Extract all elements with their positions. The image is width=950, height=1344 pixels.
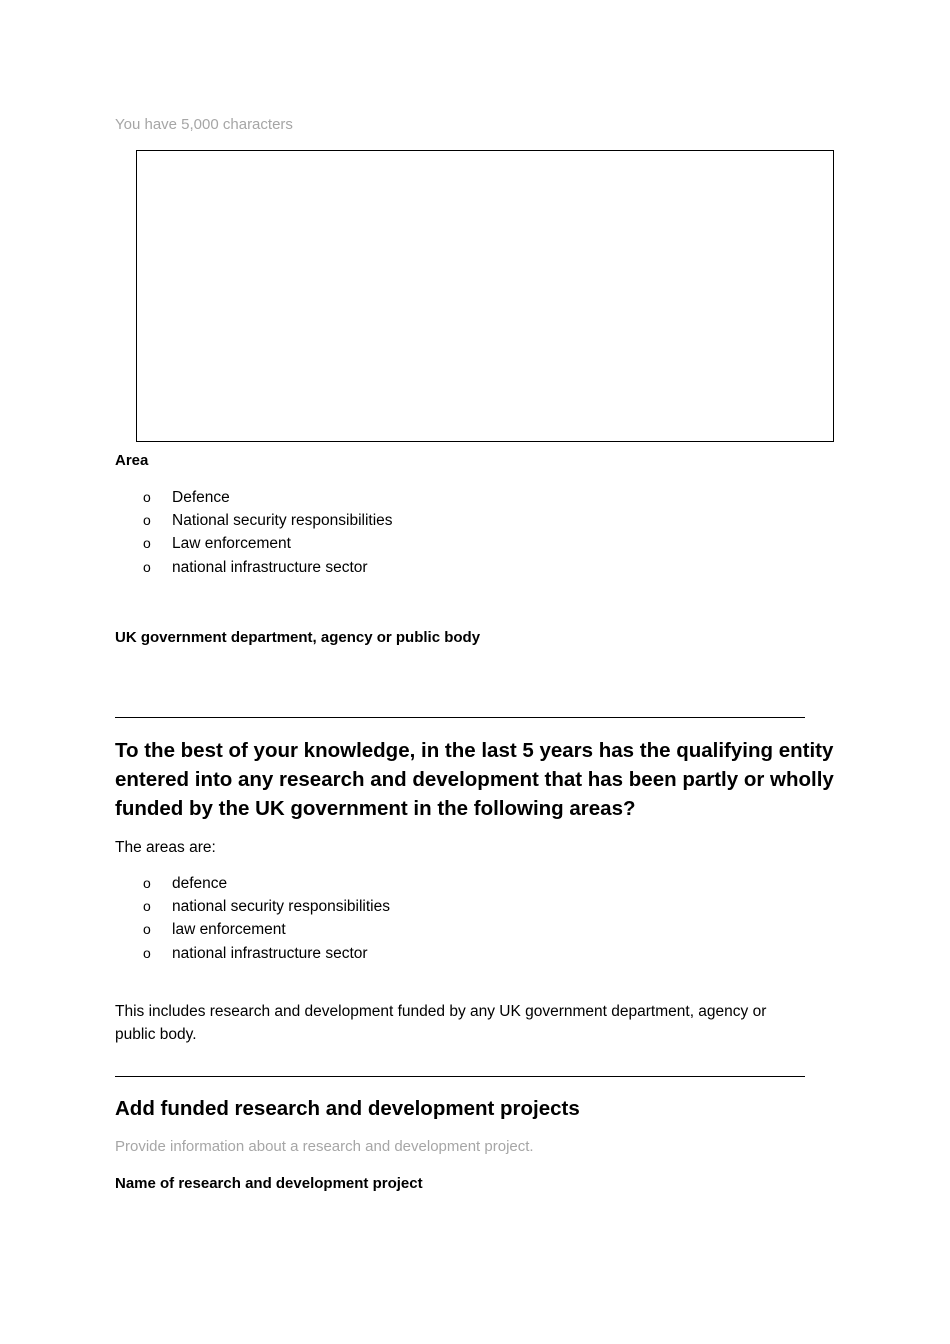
character-limit-hint: You have 5,000 characters — [115, 116, 293, 133]
funding-note-line: public body. — [115, 1026, 197, 1043]
area-option-label: Defence — [172, 489, 230, 506]
list-item — [143, 918, 390, 941]
area-option-national-security[interactable] — [143, 509, 393, 532]
area-option-label: National security responsibilities — [172, 512, 393, 530]
funding-note — [115, 1000, 835, 1046]
section-divider — [115, 1076, 805, 1077]
list-item — [143, 942, 390, 965]
area-label: Area — [115, 452, 149, 469]
area-option-label: Law enforcement — [172, 535, 291, 553]
areas-list — [143, 872, 390, 965]
radio-circle-icon: o — [143, 558, 151, 575]
projects-hint: Provide information about a research and development project. — [115, 1138, 534, 1155]
department-label: UK government department, agency or public body — [115, 629, 481, 646]
list-item — [143, 872, 390, 895]
question-heading — [115, 736, 835, 823]
question-heading-line: entered into any research and development that has been partly or wholly — [115, 768, 834, 791]
circle-bullet-icon: o — [143, 944, 151, 961]
projects-heading: Add funded research and development projects — [115, 1097, 580, 1120]
area-option-national-infrastructure[interactable] — [143, 556, 393, 579]
radio-circle-icon: o — [143, 489, 151, 505]
list-item-label: defence — [172, 875, 228, 892]
radio-circle-icon: o — [143, 512, 151, 529]
project-name-label: Name of research and development project — [115, 1175, 423, 1192]
list-item — [143, 895, 390, 918]
area-option-defence[interactable] — [143, 486, 393, 509]
area-options-list — [143, 486, 393, 579]
radio-circle-icon: o — [143, 535, 151, 552]
question-heading-line: To the best of your knowledge, in the last 5 years has the qualifying entity — [115, 739, 834, 762]
circle-bullet-icon: o — [143, 921, 151, 938]
funding-note-line: This includes research and development funded by any UK government department, agency or — [115, 1003, 767, 1020]
area-option-law-enforcement[interactable] — [143, 532, 393, 555]
areas-intro-text: The areas are: — [115, 839, 216, 856]
list-item-label: national infrastructure sector — [172, 944, 368, 962]
list-item-label: law enforcement — [172, 921, 286, 939]
section-divider — [115, 717, 805, 718]
question-heading-line: funded by the UK government in the following areas? — [115, 797, 636, 820]
circle-bullet-icon: o — [143, 875, 151, 891]
answer-textarea[interactable] — [136, 150, 834, 442]
list-item-label: national security responsibilities — [172, 898, 390, 916]
area-option-label: national infrastructure sector — [172, 558, 368, 576]
circle-bullet-icon: o — [143, 898, 151, 915]
